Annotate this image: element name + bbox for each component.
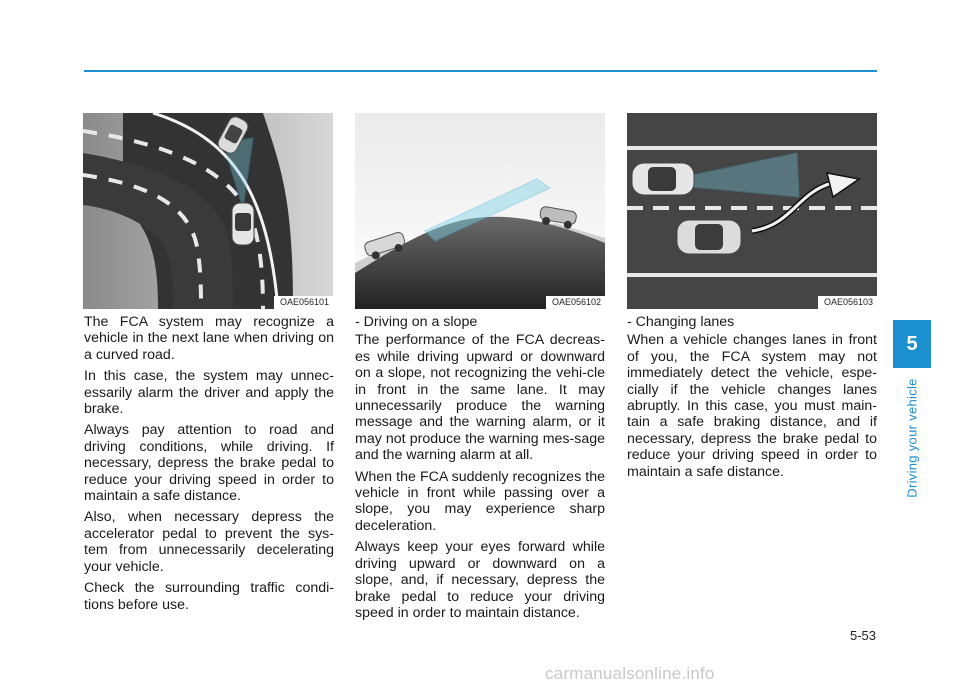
figure-code: OAE056102 xyxy=(546,296,605,309)
figure-curved-road xyxy=(83,113,333,309)
figure-code: OAE056101 xyxy=(274,296,333,309)
paragraph: The performance of the FCA decreas-es while driving upward or downward on a slope, not recognizing the vehi-cle in front in the same lane. It may unnecessarily produce the warning message and the warning alarm, or it may not produce the warning mes-sage and the warning alarm at all. xyxy=(355,332,605,464)
column-2-text xyxy=(355,314,605,626)
chapter-title: Driving your vehicle xyxy=(904,378,920,498)
section-heading: - Driving on a slope xyxy=(355,314,478,330)
paragraph: When the FCA suddenly recognizes the vehicle in front while passing over a slope, you may experience sharp deceleration. xyxy=(355,468,605,534)
chapter-side-title xyxy=(894,378,930,498)
watermark: carmanualsonline.info xyxy=(545,664,715,683)
paragraph: In this case, the system may unnec-essarily alarm the driver and apply the brake. xyxy=(84,368,334,418)
curved-road-illustration xyxy=(83,113,333,309)
host-car xyxy=(632,163,694,195)
slope-illustration xyxy=(355,113,605,309)
chapter-tab: 5 xyxy=(893,320,931,368)
figure-slope xyxy=(355,113,605,309)
header-rule xyxy=(84,70,877,72)
lane-change-illustration xyxy=(627,113,877,309)
host-car xyxy=(232,203,254,245)
column-3-text xyxy=(627,314,877,485)
page-number: 5-53 xyxy=(849,628,876,643)
section-heading: - Changing lanes xyxy=(627,314,735,330)
paragraph: Check the surrounding traffic condi-tions before use. xyxy=(84,580,334,613)
paragraph: Also, when necessary depress the accelerator pedal to prevent the sys-tem from unnecessarily decelerating your vehicle. xyxy=(84,509,334,575)
paragraph: When a vehicle changes lanes in front of you, the FCA system may not immediately detect the vehicle, espe-cially if the vehicle changes lanes abruptly. In this case, you must main-tain a safe braking distance, and if necessary, depress the brake pedal to reduce your driving speed in order to maintain a safe distance. xyxy=(627,332,877,480)
paragraph: Always pay attention to road and driving conditions, while driving. If necessary, depress the brake pedal to reduce your driving speed in order to maintain a safe distance. xyxy=(84,422,334,505)
merging-car xyxy=(677,220,741,254)
figure-code: OAE056103 xyxy=(818,296,877,309)
paragraph: The FCA system may recognize a vehicle in the next lane when driving on a curved road. xyxy=(84,314,334,363)
figure-changing-lanes xyxy=(627,113,877,309)
paragraph: Always keep your eyes forward while driving upward or downward on a slope, and, if necessary, depress the brake pedal to reduce your driving speed in order to maintain distance. xyxy=(355,539,605,621)
column-1-text xyxy=(84,314,334,618)
